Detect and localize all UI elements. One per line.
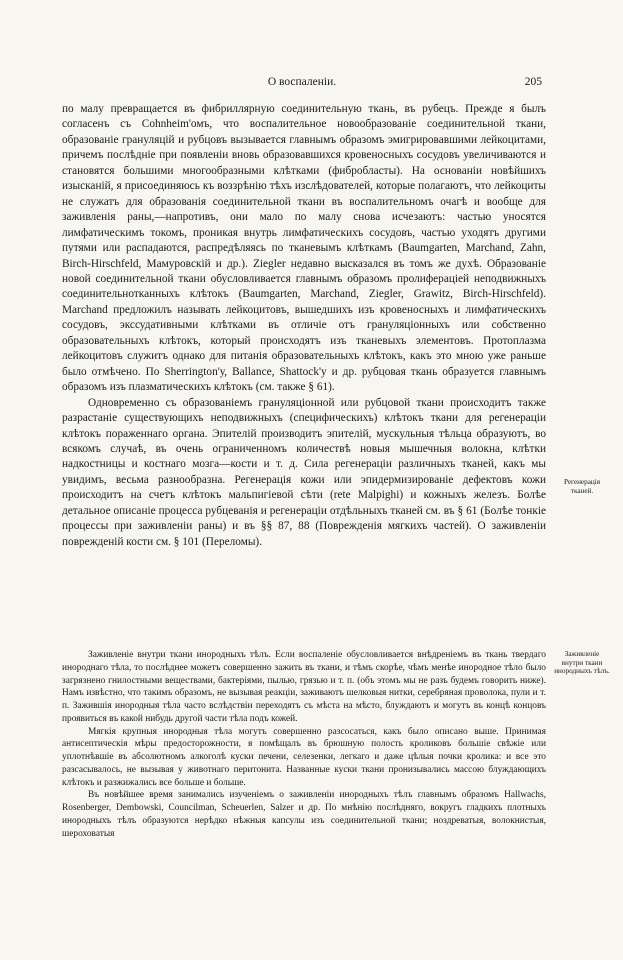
paragraph-foreign-bodies: Заживленіе внутри ткани инородныхъ тѣлъ. Если воспаленіе обусловливается внѣдреніемъ въ ткань твердаго инороднаго тѣла, то послѣднее можетъ совершенно зажить въ ткани, и тѣмъ скорѣе, чѣмъ менѣе инородное тѣло было загрязнено гнилостными веществами, бактеріями, пылью, грязью и т. п. (объ этомъ мы не разъ будемъ говорить ниже). Намъ извѣстно, что такимъ образомъ, не вызывая реакціи, заживаютъ шелковыя нитки, серебряная проволока, пули и т. п. Зажившія инородныя тѣла часто вслѣдствіи переходятъ съ мѣста на мѣсто, блуждаютъ и могутъ въ концѣ концовъ проявиться въ какой нибудь другой части тѣла подъ кожей. [62,650,546,724]
margin-note-regeneration: Регенерація тканей. [563,478,601,495]
page-number: 205 [524,76,542,88]
paragraph-regeneration: Одновременно съ образованіемъ грануляціонной или рубцовой ткани происходитъ также разрастаніе существующихъ неподвижныхъ (специфическихъ) клѣтокъ ткани для регенераціи клѣтокъ пораженнаго органа. Эпителій производитъ эпителій, мускульныя тѣльца образуютъ, во всякомъ случаѣ, въ очень ограниченномъ количествѣ новыя мышечныя волокна, клѣтки надкостницы и костнаго мозга—кости и т. д. Сила регенераціи различныхъ тканей, какъ мы увидимъ, весьма разнообразна. Регенерація кожи или эпидермизированіе дефектовъ кожи происходитъ на счетъ клѣтокъ мальпигіевой сѣти (rete Malpighi) и кожныхъ железъ. Болѣе детальное описаніе процесса рубцеванія и регенераціи отдѣльныхъ тканей см. въ § 61 (Болѣе тонкіе процессы при заживленіи раны) и въ §§ 87, 88 (Поврежденія мягкихъ частей). О заживленіи поврежденій кости см. § 101 (Переломы). [62,396,546,548]
main-text [62,102,546,550]
small-print-section [62,649,546,840]
running-title: О воспаленіи. [267,76,337,88]
margin-note-foreign-bodies: Заживленіе внутри ткани инородныхъ тѣлъ. [554,650,610,676]
paragraph-wound-healing: по малу превращается въ фибриллярную соединительную ткань, въ рубецъ. Прежде я былъ согласенъ съ Cohnheim'омъ, что воспалительное новообразованіе соединительной ткани, образованіе грануляцій и рубцовъ вызывается главнымъ образомъ эмигрировавшими лейкоцитами, причемъ послѣдніе при появленіи вновь образовавшихся кровеносныхъ сосудовъ увеличиваются и становятся большими многообразными клѣтками (фибробласты). На основаніи новѣйшихъ изысканій, я присоединяюсь къ воззрѣнію тѣхъ изслѣдователей, которые полагаютъ, что лейкоциты не служатъ для образованія соединительной ткани въ воспалительномъ очагѣ и вообще для заживленія раны,—напротивъ, они мало по малу снова исчезаютъ: частью уносятся лимфатическимъ токомъ, проникая внутрь лимфатическихъ сосудовъ, частью уходятъ другими путями или распадаются, распредѣляясь по тканевымъ клѣткамъ (Baumgarten, Marchand, Zahn, Birch-Hirschfeld, Мамуровскій и др.). Ziegler недавно высказался въ томъ же духѣ. Образованіе новой соединительной ткани обусловливается главнымъ образомъ пролифераціей неподвижныхъ соединительнотканныхъ клѣтокъ (Baumgarten, Marchand, Ziegler, Grawitz, Birch-Hirschfeld). Marchand предложилъ называть лейкоцитовъ, вышедшихъ изъ кровеносныхъ и лимфатическихъ сосудовъ, экссудативными клѣтками въ отличіе отъ грануляціонныхъ или собственно образовательныхъ клѣтокъ, который происходятъ изъ тканевыхъ элементовъ. Протоплазма лейкоцитовъ служитъ однако для питанія образовательныхъ клѣтокъ, какъ это мною уже раньше было отмѣчено. По Sherrington'у, Ballance, Shattock'у и др. рубцовая ткань образуется главнымъ образомъ изъ плазматическихъ клѣтокъ (см. также § 61). [62,103,546,394]
paragraph-soft-foreign-bodies: Мягкія крупныя инородныя тѣла могутъ совершенно разсосаться, какъ было описано выше. Принимая антисептическія мѣры предосторожности, я помѣщалъ въ брюшную полость кроликовъ большіе свѣжіе или уплотнѣвшіе въ абсолютномъ алкоголѣ куски печени, селезенки, легкаго и даже цѣлыя почки кролика: и все это разсасывалось, не вызывая у животнаго перитонита. Названные куски ткани пронизывались массою блуждающихъ клѣтокъ и разжижались все больше и больше. [62,726,546,788]
running-header [62,76,542,90]
paragraph-recent-research: Въ новѣйшее время занимались изученіемъ о заживленіи инородныхъ тѣлъ главнымъ образомъ Hallwachs, Rosenberger, Dembowski, Councilman, Scheuerlen, Salzer и др. По мнѣнію послѣдняго, вокругъ гладкихъ плотныхъ инородныхъ тѣлъ образуются нерѣдко нѣжныя капсулы изъ соединительной ткани; ноздреватыя, волокнистыя, шероховатыя [62,790,546,839]
